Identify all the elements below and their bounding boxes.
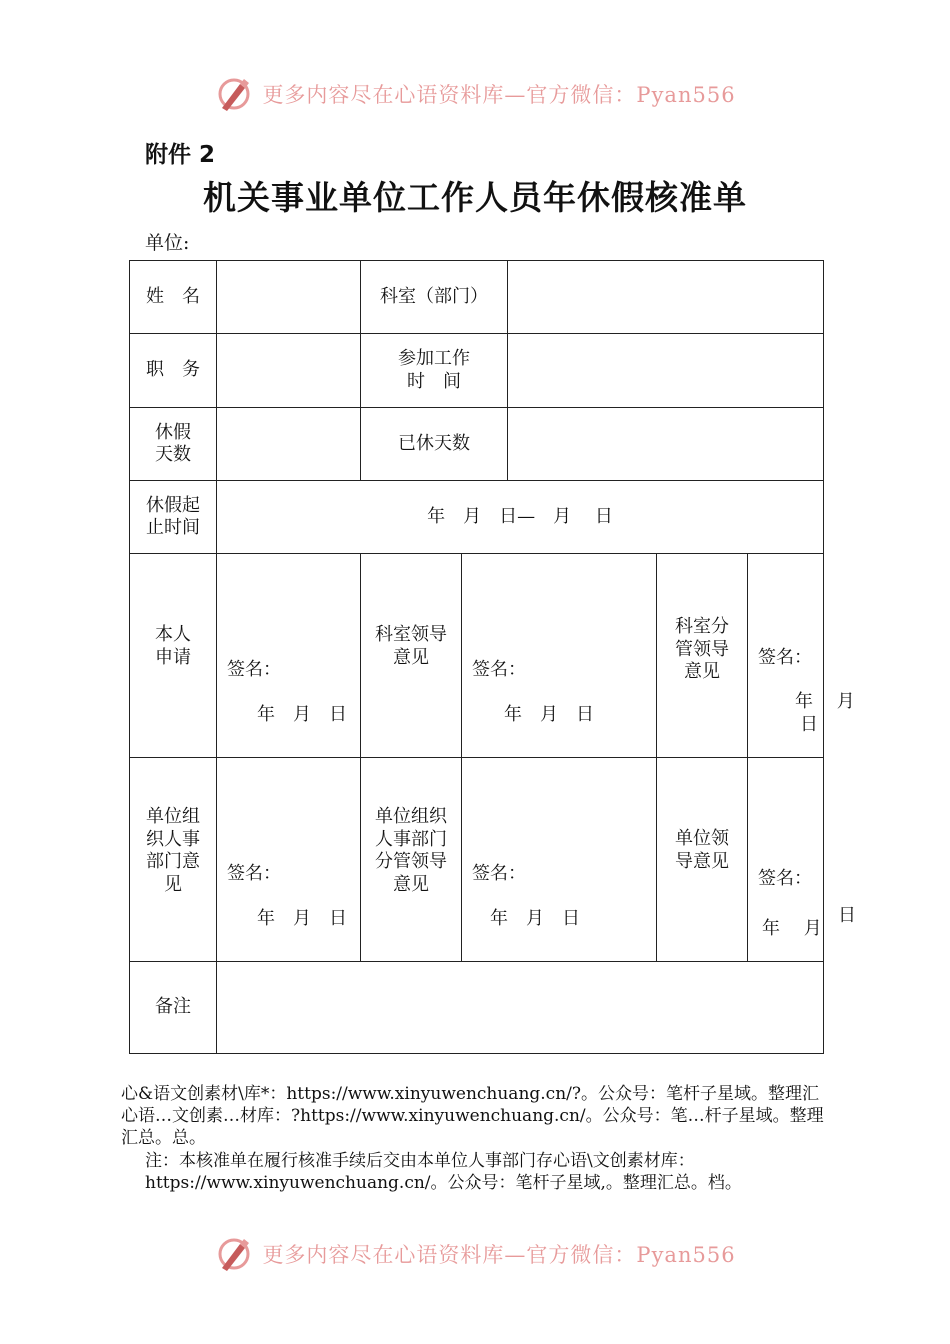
page-title: 机关事业单位工作人员年休假核准单: [203, 178, 747, 217]
sign-date-ym: 年 月: [795, 691, 855, 712]
form-note: [145, 1150, 825, 1194]
watermark-banner-bottom: [0, 1234, 950, 1274]
leave-days-field[interactable]: [217, 408, 361, 481]
name-label: 姓 名: [130, 261, 217, 334]
sign-date-d: 日: [838, 905, 856, 926]
pen-logo-icon: [214, 74, 254, 114]
attachment-label: 附件 2: [145, 142, 216, 168]
sign-label: 签名：: [758, 868, 812, 889]
pen-logo-icon: [214, 1234, 254, 1274]
period-label: 休假起止时间: [130, 481, 217, 554]
sign-date: 年 月 日: [504, 704, 594, 725]
sign-date: 年 月 日: [257, 704, 347, 725]
leave-days-label: 休假天数: [130, 408, 217, 481]
leave-approval-form: [129, 260, 856, 1054]
sign-label: 签名：: [227, 863, 281, 884]
used-days-label: 已休天数: [361, 408, 508, 481]
period-field[interactable]: 年 月 日— 月 日: [217, 481, 824, 554]
sign-label: 签名：: [227, 659, 281, 680]
position-field[interactable]: [217, 334, 361, 408]
section-manager-label: 科室分管领导意见: [657, 554, 748, 758]
sign-label: 签名：: [472, 659, 526, 680]
banner-text: 更多内容尽在心语资料库—官方微信：Pyan556: [262, 83, 736, 107]
work-start-field[interactable]: [508, 334, 824, 408]
name-field[interactable]: [217, 261, 361, 334]
sign-date-d: 日: [800, 714, 818, 735]
sign-label: 签名：: [472, 863, 526, 884]
unit-label: 单位:: [145, 232, 190, 254]
remark-label: 备注: [130, 962, 217, 1054]
self-apply-sign-cell[interactable]: [217, 554, 361, 758]
section-leader-sign-cell[interactable]: [462, 554, 657, 758]
unit-leader-sign-cell[interactable]: [748, 758, 856, 962]
hr-manager-sign-cell[interactable]: [462, 758, 657, 962]
banner-text: 更多内容尽在心语资料库—官方微信：Pyan556: [262, 1243, 736, 1267]
section-manager-sign-cell[interactable]: [748, 554, 855, 758]
sign-date: 年 月 日: [257, 908, 347, 929]
self-apply-label: 本人申请: [130, 554, 217, 758]
note-line-1: 注：本核准单在履行核准手续后交由本单位人事部门存心语\文创素材库：: [145, 1151, 695, 1171]
work-start-label: 参加工作时 间: [361, 334, 508, 408]
dept-field[interactable]: [508, 261, 824, 334]
hr-dept-sign-cell[interactable]: [217, 758, 361, 962]
note-line-2: https://www.xinyuwenchuang.cn/。公众号：笔杆子星域,。整理汇总。档。: [145, 1173, 742, 1193]
sign-label: 签名：: [758, 647, 812, 668]
position-label: 职 务: [130, 334, 217, 408]
sign-date: 年 月 日: [490, 908, 580, 929]
section-leader-label: 科室领导意见: [361, 554, 462, 758]
watermark-banner-top: [0, 74, 950, 114]
used-days-field[interactable]: [508, 408, 824, 481]
watermark-footer-text: 心&语文创素材\库*：https://www.xinyuwenchuang.cn/?。公众号：笔杆子星域。整理汇心语…文创素…材库：?https://www.xinyuwenchuang.cn/。公众号：笔…杆子星域。整理汇总。总。: [121, 1084, 824, 1148]
unit-leader-label: 单位领导意见: [657, 758, 748, 962]
hr-manager-label: 单位组织人事部门分管领导意见: [361, 758, 462, 962]
sign-date-ym: 年 月: [762, 918, 822, 939]
remark-field[interactable]: [217, 962, 824, 1054]
dept-label: 科室（部门）: [361, 261, 508, 334]
hr-dept-label: 单位组织人事部门意见: [130, 758, 217, 962]
